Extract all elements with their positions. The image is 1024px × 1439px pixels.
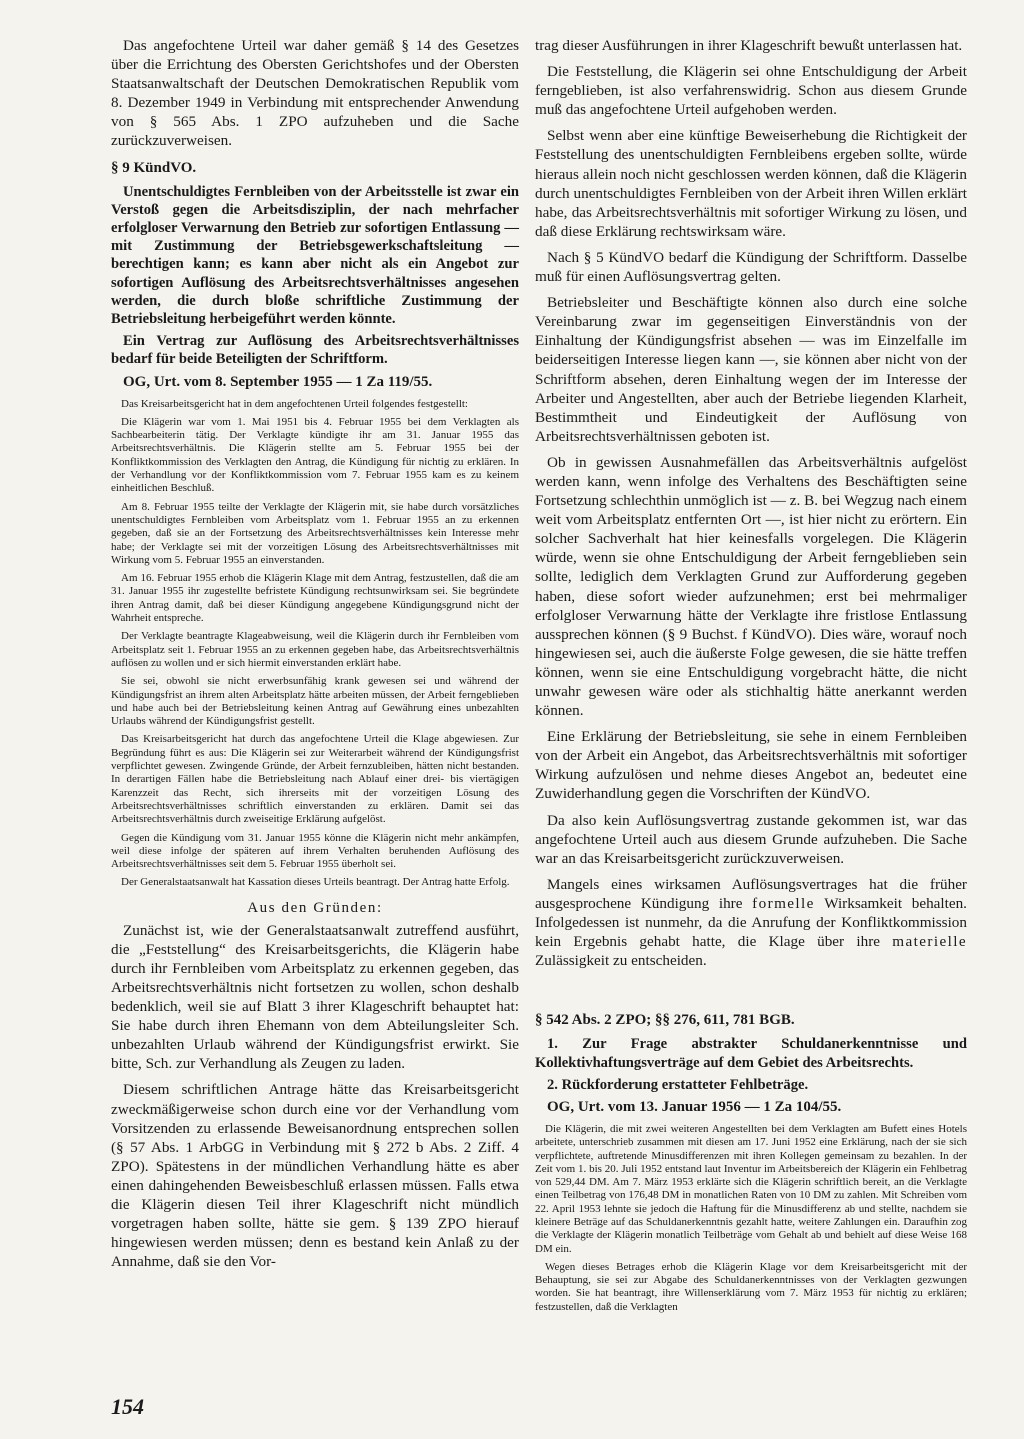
facts-paragraph: Die Klägerin, die mit zwei weiteren Angestellten bei dem Verklagten am Bufett eines Hotels arbeitete, unterschrieb zusammen mit diesen am 17. Juni 1952 eine Erklärung, nach der sie sich verpflichtete, auftretende Minusdifferenzen mit ihren Kollegen gemeinsam zu bezahlen. In der Zeit vom 1. bis 20. Juli 1952 entstand laut Inventur im Arbeitsbereich der Klägerin ein Fehlbetrag von 529,44 DM. Am 7. März 1953 erklärte sich die Klägerin schriftlich bereit, an die Verklagte einen Teilbetrag von 176,48 DM in monatlichen Raten von 10 DM zu zahlen. Mit Schreiben vom 22. April 1953 lehnte sie jedoch die Haftung für die Minusdifferenz ab und stellte, nachdem sie kleinere Beträge auf das Schuldanerkenntnis gezahlt hatte, weitere Zahlungen ein. Daraufhin zog die Verklagte der Klägerin monatlich Teilbeträge vom Gehalt ab und behielt auf diese Weise 168 DM ein.	[535, 1122, 967, 1255]
facts-paragraph: Der Generalstaatsanwalt hat Kassation dieses Urteils beantragt. Der Antrag hatte Erfolg.	[121, 876, 510, 889]
facts-paragraph: Die Klägerin war vom 1. Mai 1951 bis 4. Februar 1955 bei dem Verklagten als Sachbearbeiterin tätig. Der Verklagte kündigte ihr am 31. Januar 1955 das Arbeitsrechtsverhältnis. Die Klägerin stellte am 5. Februar 1955 bei der Konfliktkommission des Verklagten den Antrag, die Kündigung für nichtig zu erklären. In der Verhandlung vor der Konfliktkommission vom 7. Februar 1955 kam es zu keinem einheitlichen Beschluß.	[111, 415, 519, 495]
headnote: Ein Vertrag zur Auflösung des Arbeitsrechtsverhältnisses bedarf für beide Beteiligten der Schriftform.	[111, 333, 519, 368]
facts-paragraph: Wegen dieses Betrages erhob die Klägerin Klage vor dem Kreisarbeitsgericht mit der Behauptung, sie sei zur Abgabe des Schuldanerkenntnisses von der Verklagten gezwungen worden. Sie hat beantragt, ihre Willenserklärung vom 7. März 1953 für nichtig zu erklären; festzustellen, daß die Verklagten	[535, 1260, 967, 1313]
facts-paragraph: Sie sei, obwohl sie nicht erwerbsunfähig krank gewesen sei und während der Kündigungsfrist an ihrem alten Arbeitsplatz hätte arbeiten müssen, der Arbeit ferngeblieben und habe auch bei der Betriebsleitung keinen Antrag auf Gewährung eines unbezahlten Urlaubs während der Kündigungsfrist gestellt.	[111, 675, 519, 728]
spaced-word: materielle	[892, 933, 967, 951]
paragraph	[535, 875, 967, 970]
paragraph: Betriebsleiter und Beschäftigte können also durch eine solche Vereinbarung zwar im gegenseitigen Einverständnis von der Einhaltung der Kündigungsfrist absehen — was im Einzelfalle im beiderseitigen Interesse liegen kann —, sie können aber nicht von der Schriftform absehen, deren Einhaltung wegen der im Interesse der Arbeiter und Angestellten, aber auch der Betriebe liegenden Klarheit, Bestimmtheit und Eindeutigkeit der Auflösung von Arbeitsrechtsverhältnissen geboten ist.	[535, 294, 967, 445]
facts-paragraph: Das Kreisarbeitsgericht hat durch das angefochtene Urteil die Klage abgewiesen. Zur Begründung führt es aus: Die Klägerin sei zur Weiterarbeit während der Kündigungsfrist verpflichtet gewesen. Zwingende Gründe, der Arbeit fernzubleiben, hätten nicht bestanden. In derartigen Fällen habe die Betriebsleitung nach Ablauf einer drei- bis viertägigen Karenzzeit das Recht, sich ihrerseits mit der vorzeitigen Lösung des Arbeitsrechtsverhältnisses schriftlich einverstanden zu erklären. Damit sei das Arbeitsrechtsverhältnis durch zweiseitige Erklärung aufgelöst.	[111, 733, 519, 826]
right-column	[535, 36, 967, 1319]
facts-paragraph: Das Kreisarbeitsgericht hat in dem angefochtenen Urteil folgendes festgestellt:	[121, 397, 468, 410]
left-column	[111, 36, 519, 1278]
paragraph: Nach § 5 KündVO bedarf die Kündigung der Schriftform. Dasselbe muß für einen Auflösungsvertrag gelten.	[535, 248, 967, 286]
headnote: 1. Zur Frage abstrakter Schuldanerkenntnisse und Kollektivhaftungsverträge auf dem Gebiet des Arbeitsrechts.	[535, 1036, 967, 1071]
text-span: Wirksamkeit behalten. Infolgedessen ist nunmehr, da die Anrufung der Konfliktkommission kein Ergebnis gehabt hatte, die Klage über ihre	[535, 894, 967, 951]
paragraph: Diesem schriftlichen Antrage hätte das Kreisarbeitsgericht zweckmäßigerweise schon durch eine vor der Verhandlung vom Vorsitzenden zu erlassende Beweisanordnung entsprechen sollen (§ 57 Abs. 1 ArbGG in Verbindung mit § 272 b Abs. 2 Ziff. 4 ZPO). Spätestens in der mündlichen Verhandlung hätte es aber einen dahingehenden Beweisbeschluß erlassen müssen. Falls etwa die Klägerin diesen Teil ihrer Klageschrift nicht mündlich vorgetragen haben sollte, hätte sie gem. § 139 ZPO hierauf hingewiesen werden müssen; denn es bestand kein Anlaß zu der Annahme, daß sie den Vor-	[111, 1081, 519, 1271]
facts-paragraph: Am 8. Februar 1955 teilte der Verklagte der Klägerin mit, sie habe durch vorsätzliches unentschuldigtes Fernbleiben vom Arbeitsplatz vom 1. Februar 1955 an zu erkennen gegeben, daß sie an der Fortsetzung des Arbeitsrechtsverhältnisses kein Interesse mehr habe; der Verklagte sei mit der vorzeitigen Lösung des Arbeitsrechtsverhältnisses mit Wirkung vom 5. Februar 1955 an einverstanden.	[111, 500, 519, 566]
paragraph: Selbst wenn aber eine künftige Beweiserhebung die Richtigkeit der Feststellung des unentschuldigten Fernbleibens ergeben sollte, würde hieraus allein noch nicht geschlossen werden können, daß die Klägerin durch unentschuldigtes Fernbleiben von der Arbeit ihren Willen erklärt habe, das Arbeitsrechtsverhältnis mit sofortiger Wirkung zu lösen, und daß diese Erklärung rechtswirksam wäre.	[535, 127, 967, 240]
section-subheading: Aus den Gründen:	[247, 899, 383, 916]
page-number: 154	[111, 1394, 144, 1419]
facts-paragraph: Gegen die Kündigung vom 31. Januar 1955 könne die Klägerin nicht mehr ankämpfen, weil diese infolge der späteren auf ihrem Verhalten beruhenden Auflösung des Arbeitsrechtsverhältnisses seit dem 5. Februar 1955 überholt sei.	[111, 831, 519, 871]
paragraph: Das angefochtene Urteil war daher gemäß § 14 des Gesetzes über die Errichtung des Obersten Gerichtshofes und der Obersten Staatsanwaltschaft der Deutschen Demokratischen Republik vom 8. Dezember 1949 in Verbindung mit entsprechender Anwendung von § 565 Abs. 1 ZPO aufzuheben und die Sache zurückzuverweisen.	[111, 37, 519, 150]
paragraph: Zunächst ist, wie der Generalstaatsanwalt zutreffend ausführt, die „Feststellung“ des Kreisarbeitsgerichts, die Klägerin habe durch ihr Fernbleiben vom Arbeitsplatz zu erkennen gegeben, das Arbeitsrechtsverhältnis nicht fortsetzen zu wollen, schon deshalb bedenklich, weil sie auf Blatt 3 ihrer Klageschrift behauptet hat: Sie habe durch ihren Ehemann von dem Abteilungsleiter Sch. unbezahlten Urlaub während der Kündigungsfrist erwirkt. Sie bitte, Sch. zur Verhandlung als Zeugen zu laden.	[111, 921, 519, 1073]
paragraph: trag dieser Ausführungen in ihrer Klageschrift bewußt unterlassen hat.	[535, 37, 963, 54]
text-span: Zulässigkeit zu entscheiden.	[535, 952, 707, 970]
headnote: Unentschuldigtes Fernbleiben von der Arbeitsstelle ist zwar ein Verstoß gegen die Arbeitsdisziplin, der nach mehrfacher erfolgloser Verwarnung den Betrieb zur sofortigen Entlassung — mit Zustimmung der Betriebsgewerkschaftsleitung — berechtigen kann; es kann aber nicht als ein Angebot zur sofortigen Auflösung des Arbeitsrechtsverhältnisses angesehen werden, die durch bloße schriftliche Zustimmung der Betriebsleitung herbeigeführt werden könnte.	[111, 183, 519, 327]
section-heading: § 542 Abs. 2 ZPO; §§ 276, 611, 781 BGB.	[535, 1012, 795, 1029]
paragraph: Die Feststellung, die Klägerin sei ohne Entschuldigung der Arbeit ferngeblieben, ist also verfahrenswidrig. Schon aus diesem Grunde muß das angefochtene Urteil aufgehoben werden.	[535, 63, 967, 119]
case-reference: OG, Urt. vom 13. Januar 1956 — 1 Za 104/55.	[547, 1098, 842, 1115]
case-reference: OG, Urt. vom 8. September 1955 — 1 Za 119/55.	[123, 373, 433, 390]
text-span: Mangels eines wirksamen Auflösungsvertrages hat die früher ausgesprochene Kündigung ihre	[535, 875, 967, 912]
paragraph: Ob in gewissen Ausnahmefällen das Arbeitsverhältnis aufgelöst werden kann, wenn infolge des Verhaltens des Beschäftigten seine Fortsetzung schlechthin unmöglich ist — z. B. bei Wegzug nach einem weit vom Arbeitsplatz entfernten Ort —, ist hier nicht zu erörtern. Ein solcher Sachverhalt hat hier keinesfalls vorgelegen. Die Klägerin würde, wenn sie ohne Entschuldigung der Arbeit ferngeblieben sein sollte, lediglich dem Verklagten Grund zur Aufforderung gegeben haben, diese sofort wieder aufzunehmen; erst bei mehrmaliger erfolgloser Verwarnung hätte der Verklagte ihre fristlose Entlassung aussprechen können (§ 9 Buchst. f KündVO). Dies wäre, worauf noch hingewiesen sei, auch die äußerste Folge gewesen, die sie hätte treffen können, wenn sie eine Entschuldigung vorgebracht hätte, die nicht unwahr gewesen wäre oder als stichhaltig hätte anerkannt werden können.	[535, 453, 967, 720]
section-heading: § 9 KündVO.	[111, 159, 197, 176]
facts-paragraph: Der Verklagte beantragte Klageabweisung, weil die Klägerin durch ihr Fernbleiben vom Arbeitsplatz seit 1. Februar 1955 an zu erkennen gegeben habe, das Arbeitsrechtsverhältnis auflösen zu wollen und er sich hiermit einverstanden erklärt habe.	[111, 630, 519, 669]
headnote: 2. Rückforderung erstatteter Fehlbeträge.	[547, 1076, 809, 1093]
spacer	[535, 977, 967, 1003]
paragraph: Da also kein Auflösungsvertrag zustande gekommen ist, war das angefochtene Urteil auch aus diesem Grunde aufzuheben. Die Sache war an das Kreisarbeitsgericht zurückzuverweisen.	[535, 811, 967, 867]
facts-paragraph: Am 16. Februar 1955 erhob die Klägerin Klage mit dem Antrag, festzustellen, daß die am 31. Januar 1955 ihr zugestellte befristete Kündigung rechtsunwirksam sei. Sie begründete ihren Antrag damit, daß bei dieser Kündigung angegebene Kündigungsgrund nicht der Wahrheit entspreche.	[111, 572, 519, 625]
spaced-word: formelle	[752, 894, 815, 912]
paragraph: Eine Erklärung der Betriebsleitung, sie sehe in einem Fernbleiben von der Arbeit ein Angebot, das Arbeitsrechtsverhältnis mit sofortiger Wirkung aufzulösen und nehme dieses Angebot an, bedeutet eine Zuwiderhandlung gegen die Vorschriften der KündVO.	[535, 728, 967, 803]
